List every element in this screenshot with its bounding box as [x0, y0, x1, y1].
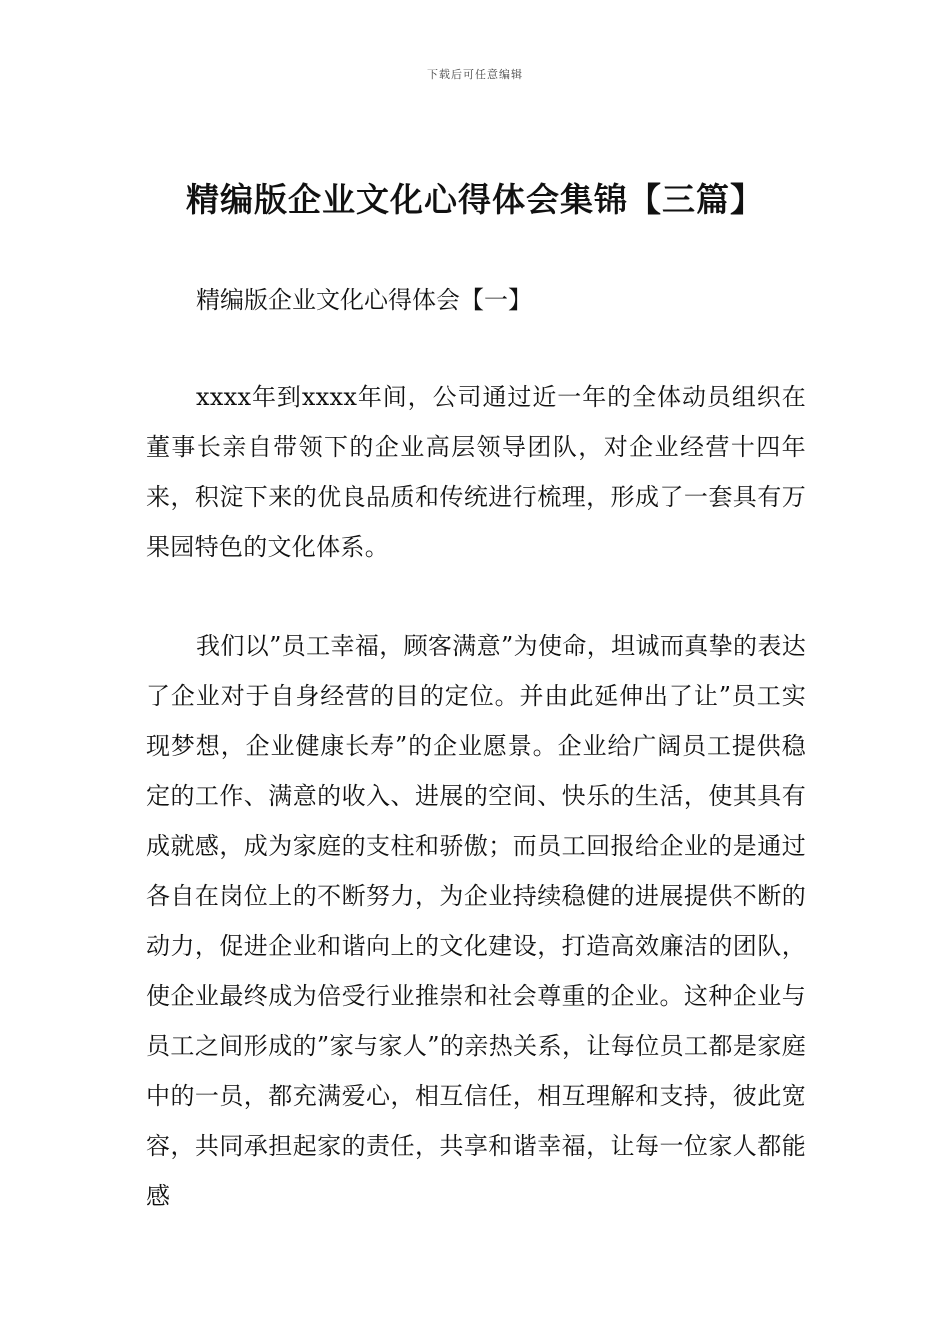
header-note: 下载后可任意编辑 — [427, 68, 523, 81]
paragraph-2: 我们以”员工幸福，顾客满意”为使命，坦诚而真挚的表达了企业对于自身经营的目的定位。并由此延伸出了让”员工实现梦想，企业健康长寿”的企业愿景。企业给广阔员工提供稳定的工作、满意的收入、进展的空间、快乐的生活，使其具有成就感，成为家庭的支柱和骄傲；而员工回报给企业的是通过各自在岗位上的不断努力，为企业持续稳健的进展提供不断的动力，促进企业和谐向上的文化建设，打造高效廉洁的团队，使企业最终成为倍受行业推崇和社会尊重的企业。这种企业与员工之间形成的”家与家人”的亲热关系，让每位员工都是家庭中的一员，都充满爱心，相互信任，相互理解和支持，彼此宽容，共同承担起家的责任，共享和谐幸福，让每一位家人都能感 — [146, 632, 806, 1210]
paragraph-1: xxxx年到xxxx年间，公司通过近一年的全体动员组织在董事长亲自带领下的企业高层领导团队，对企业经营十四年来，积淀下来的优良品质和传统进行梳理，形成了一套具有万果园特色的文化体系。 — [146, 383, 806, 561]
document-title: 精编版企业文化心得体会集锦【三篇】 — [186, 180, 764, 219]
section-title: 精编版企业文化心得体会【一】 — [196, 286, 532, 314]
